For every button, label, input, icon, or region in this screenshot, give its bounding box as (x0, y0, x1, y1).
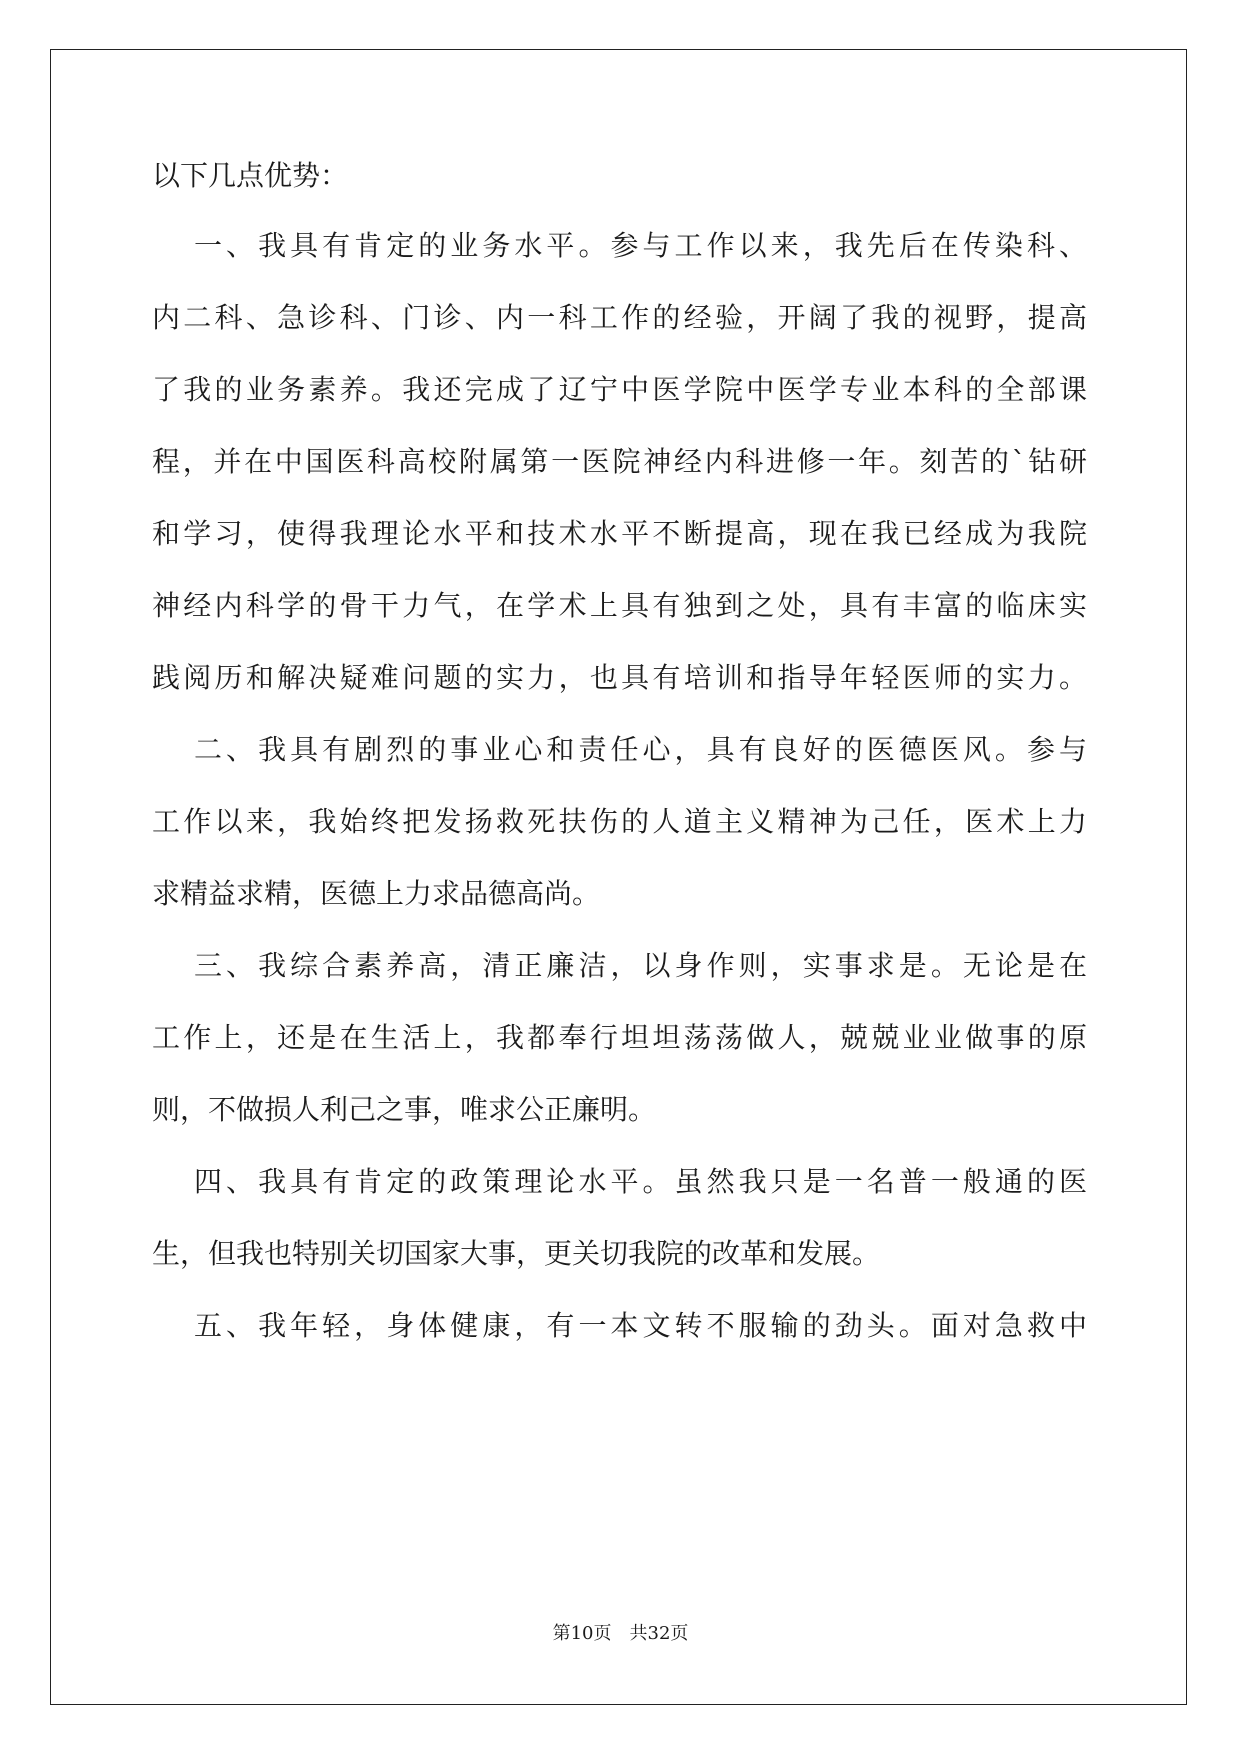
text-line: 和学习，使得我理论水平和技术水平不断提高，现在我已经成为我院 (152, 517, 1087, 550)
text-line: 程，并在中国医科高校附属第一医院神经内科进修一年。刻苦的`钻研 (152, 445, 1087, 478)
text-line: 践阅历和解决疑难问题的实力，也具有培训和指导年轻医师的实力。 (152, 661, 1087, 694)
text-line: 工作以来，我始终把发扬救死扶伤的人道主义精神为己任，医术上力 (152, 805, 1087, 838)
text-line: 求精益求精，医德上力求品德高尚。 (152, 877, 601, 910)
text-line: 则，不做损人利己之事，唯求公正廉明。 (152, 1093, 657, 1126)
paragraph-first-line: 一、我具有肯定的业务水平。参与工作以来，我先后在传染科、 (194, 229, 1087, 262)
page-number-footer: 第10页 共32页 (552, 1623, 689, 1644)
text-line: 以下几点优势： (152, 159, 349, 192)
text-line: 生，但我也特别关切国家大事，更关切我院的改革和发展。 (152, 1237, 881, 1270)
text-line: 内二科、急诊科、门诊、内一科工作的经验，开阔了我的视野，提高 (152, 301, 1087, 334)
paragraph-first-line: 二、我具有剧烈的事业心和责任心，具有良好的医德医风。参与 (194, 733, 1087, 766)
paragraph-first-line: 四、我具有肯定的政策理论水平。虽然我只是一名普一般通的医 (194, 1165, 1087, 1198)
paragraph-first-line: 五、我年轻，身体健康，有一本文转不服输的劲头。面对急救中 (194, 1309, 1087, 1342)
text-line: 神经内科学的骨干力气，在学术上具有独到之处，具有丰富的临床实 (152, 589, 1087, 622)
paragraph-first-line: 三、我综合素养高，清正廉洁，以身作则，实事求是。无论是在 (194, 949, 1087, 982)
text-line: 工作上，还是在生活上，我都奉行坦坦荡荡做人，兢兢业业做事的原 (152, 1021, 1087, 1054)
text-line: 了我的业务素养。我还完成了辽宁中医学院中医学专业本科的全部课 (152, 373, 1087, 406)
